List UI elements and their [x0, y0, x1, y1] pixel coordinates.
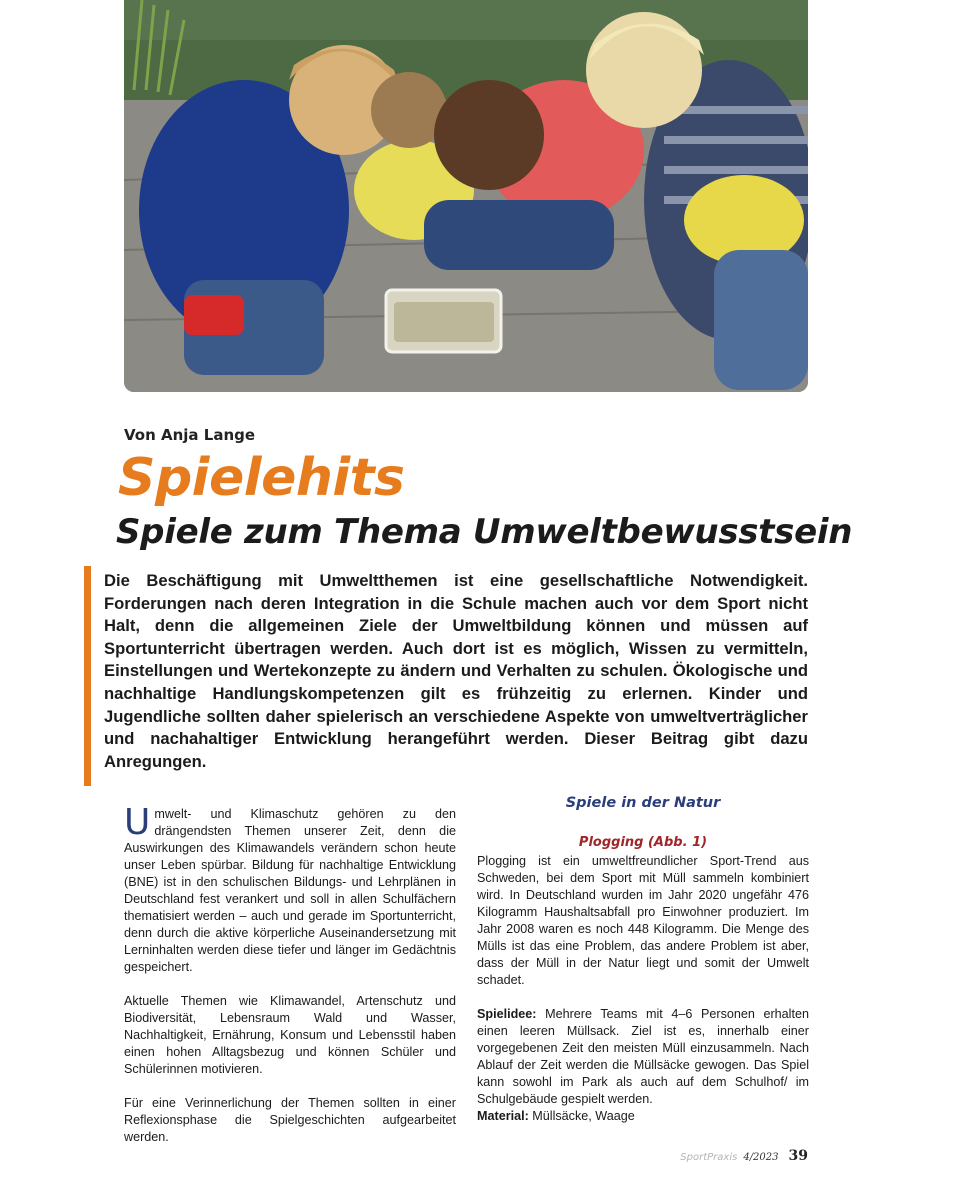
article-photo	[124, 0, 808, 392]
game-idea-paragraph	[477, 1006, 809, 1108]
lead-accent-bar	[84, 566, 91, 786]
material-label: Material:	[477, 1109, 529, 1123]
article-subtitle: Spiele zum Thema Umweltbewusstsein	[116, 512, 853, 552]
article-title: Spielehits	[118, 448, 405, 508]
material-paragraph	[477, 1108, 809, 1125]
plogging-paragraph: Plogging ist ein umweltfreundlicher Sport-Trend aus Schweden, bei dem Sport mit Müll sammeln kombiniert wird. In Deutschland wurden im Jahr 2020 ungefähr 476 Kilogramm Haushaltsabfall pro Einwohner produziert. Im Jahr 2008 waren es noch 448 Kilogramm. Die Menge des Mülls ist das eine Problem, das andere Problem ist aber, dass der Müll in der Natur liegt und somit der Umwelt schadet.	[477, 854, 809, 987]
topics-paragraph: Aktuelle Themen wie Klimawandel, Artenschutz und Biodiversität, Lebensraum Wald und Wasser, Nachhaltigkeit, Ernährung, Konsum und Lebensstil haben einen hohen Alltagsbezug und können Schüler und Schülerinnen motivieren.	[124, 994, 456, 1076]
children-at-pond-illustration	[124, 0, 808, 392]
section-heading: Spiele in der Natur	[565, 795, 721, 811]
page-number: 39	[788, 1148, 808, 1164]
game-idea-text: Mehrere Teams mit 4–6 Personen erhalten einen leeren Müllsack. Ziel ist es, innerhalb einer vorgegebenen Zeit den meisten Müll einzusammeln. Nach Ablauf der Zeit werden die Müllsäcke gewogen. Das Spiel kann sowohl im Park als auch auf dem Schulhof/ im Schulgebäude gespielt werden.	[477, 1007, 809, 1106]
intro-paragraph	[124, 802, 456, 976]
game-idea-label: Spielidee:	[477, 1007, 537, 1021]
game-heading: Plogging (Abb. 1)	[578, 835, 708, 850]
dropcap: U	[124, 802, 151, 843]
page-footer	[680, 1148, 808, 1164]
material-text: Müllsäcke, Waage	[528, 1109, 635, 1123]
issue-number: 4/2023	[743, 1152, 779, 1163]
intro-text: mwelt- und Klimaschutz gehören zu den drängendsten Themen unserer Zeit, denn die Auswirkungen des Klimawandels verändern schon heute unser Leben spürbar. Bildung für nachhaltige Entwicklung (BNE) ist in den schulischen Bildungs- und Lehrplänen in Deutschland fest verankert und soll in allen Schulfächern thematisiert werden – auch und gerade im Sportunterricht, denn durch die aktive körperliche Auseinandersetzung mit Lerninhalten werden diese tiefer und länger im Gedächtnis gespeichert.	[124, 807, 456, 974]
magazine-name: SportPraxis	[680, 1152, 738, 1163]
right-column	[477, 795, 809, 1125]
reflection-paragraph: Für eine Verinnerlichung der Themen sollten in einer Reflexionsphase die Spielgeschichten aufgearbeitet werden.	[124, 1096, 456, 1144]
author-byline: Von Anja Lange	[124, 426, 256, 444]
left-column	[124, 802, 456, 1163]
lead-paragraph: Die Beschäftigung mit Umweltthemen ist eine gesellschaftliche Notwendigkeit. Forderungen nach deren Integration in die Schule machen auch vor dem Sport nicht Halt, denn die allgemeinen Ziele der Umweltbildung können und müssen auf Sportunterricht übertragen werden. Auch dort ist es möglich, Wissen zu vermitteln, Einstellungen und Wertekonzepte zu ändern und Verhalten zu schulen. Ökologische und nachhaltige Handlungskompetenzen gilt es frühzeitig zu erlernen. Kinder und Jugendliche sollten daher spielerisch an verschiedene Aspekte von umweltverträglicher und nachahaltiger Entwicklung herangeführt werden. Dieser Beitrag gibt dazu Anregungen.	[104, 571, 808, 771]
